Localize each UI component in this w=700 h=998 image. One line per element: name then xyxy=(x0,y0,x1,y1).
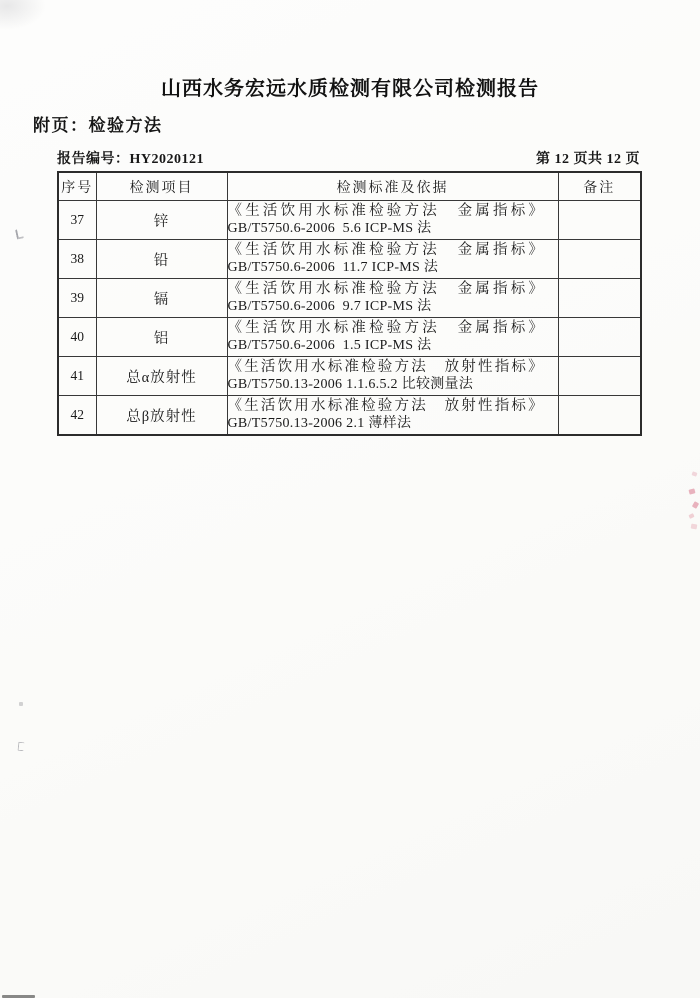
remark-cell xyxy=(558,357,641,396)
remark-cell xyxy=(558,279,641,318)
table-row xyxy=(58,357,641,396)
row-no-cell: 38 xyxy=(58,240,96,279)
standard-method: GB/T5750.6-2006 1.5 ICP-MS 法 xyxy=(227,338,432,353)
report-title: 山西水务宏远水质检测有限公司检测报告 xyxy=(161,78,539,100)
col-header-no: 序号 xyxy=(58,172,96,201)
row-no-cell: 42 xyxy=(58,396,96,436)
standard-title: 《生活饮用水标准检验方法 金属指标》 xyxy=(227,281,547,297)
remark-cell xyxy=(558,318,641,357)
col-header-item: 检测项目 xyxy=(96,172,227,201)
report-number: 报告编号：HY2020121 xyxy=(57,152,204,167)
test-item-cell: 锌 xyxy=(96,201,227,240)
scan-speck xyxy=(19,702,23,706)
standard-cell xyxy=(227,240,558,279)
attachment-subtitle: 附页：检验方法 xyxy=(33,116,163,135)
table-row xyxy=(58,201,641,240)
red-ink-artifact xyxy=(691,471,697,476)
report-meta-row xyxy=(57,148,640,168)
standard-title: 《生活饮用水标准检验方法 金属指标》 xyxy=(227,203,547,219)
row-no-cell: 39 xyxy=(58,279,96,318)
standard-cell xyxy=(227,396,558,436)
col-header-standard: 检测标准及依据 xyxy=(227,172,558,201)
scan-smudge xyxy=(0,0,46,30)
red-ink-artifact xyxy=(692,501,699,509)
table-row xyxy=(58,279,641,318)
table-row xyxy=(58,318,641,357)
standard-method: GB/T5750.13-2006 2.1 薄样法 xyxy=(227,416,412,431)
scan-speck xyxy=(18,742,25,752)
row-no-cell: 40 xyxy=(58,318,96,357)
table-header-row xyxy=(58,172,641,201)
page-indicator: 第 12 页共 12 页 xyxy=(536,152,640,167)
test-item-cell: 总β放射性 xyxy=(96,396,227,436)
test-item-cell: 镉 xyxy=(96,279,227,318)
standard-method: GB/T5750.13-2006 1.1.6.5.2 比较测量法 xyxy=(227,377,474,392)
standard-cell xyxy=(227,357,558,396)
standard-title: 《生活饮用水标准检验方法 放射性指标》 xyxy=(227,398,545,414)
remark-cell xyxy=(558,396,641,436)
col-header-remark: 备注 xyxy=(558,172,641,201)
row-no-cell: 37 xyxy=(58,201,96,240)
standard-method: GB/T5750.6-2006 9.7 ICP-MS 法 xyxy=(227,299,432,314)
standard-title: 《生活饮用水标准检验方法 金属指标》 xyxy=(227,320,547,336)
standard-method: GB/T5750.6-2006 11.7 ICP-MS 法 xyxy=(227,260,439,275)
standard-cell xyxy=(227,318,558,357)
standard-cell xyxy=(227,201,558,240)
standard-method: GB/T5750.6-2006 5.6 ICP-MS 法 xyxy=(227,221,432,236)
red-ink-artifact xyxy=(688,488,695,494)
remark-cell xyxy=(558,201,641,240)
standard-cell xyxy=(227,279,558,318)
remark-cell xyxy=(558,240,641,279)
table-row xyxy=(58,240,641,279)
row-no-cell: 41 xyxy=(58,357,96,396)
methods-table xyxy=(57,171,642,436)
red-ink-artifact xyxy=(688,513,694,519)
scan-speck xyxy=(15,228,24,239)
standard-title: 《生活饮用水标准检验方法 放射性指标》 xyxy=(227,359,545,375)
test-item-cell: 铅 xyxy=(96,240,227,279)
red-ink-artifact xyxy=(691,524,698,530)
test-item-cell: 铝 xyxy=(96,318,227,357)
test-item-cell: 总α放射性 xyxy=(96,357,227,396)
table-row xyxy=(58,396,641,436)
standard-title: 《生活饮用水标准检验方法 金属指标》 xyxy=(227,242,547,258)
